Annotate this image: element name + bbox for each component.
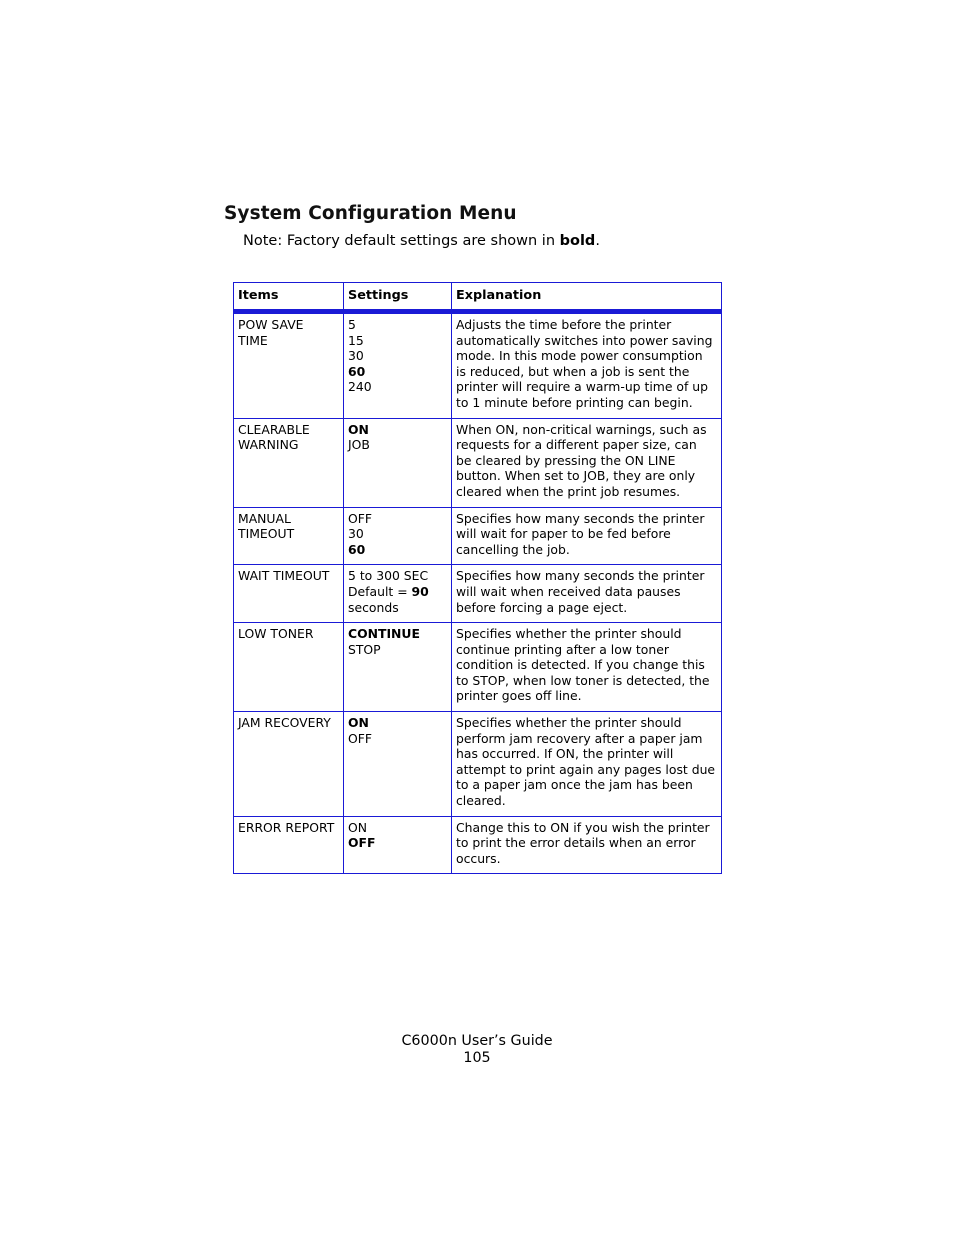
item-label-line: CLEARABLE <box>238 421 310 437</box>
setting-option <box>348 348 447 364</box>
explanation-line: be cleared by pressing the ON LINE <box>456 452 676 468</box>
explanation-line: Specifies whether the printer should <box>456 715 682 731</box>
table-row <box>234 312 722 419</box>
setting-value: 30 <box>348 526 364 542</box>
setting-option <box>348 511 447 527</box>
table-row <box>234 565 722 623</box>
footer-guide-title: C6000n User’s Guide <box>401 1033 553 1049</box>
item-cell <box>234 712 344 817</box>
note-bold-word: bold <box>559 233 596 249</box>
explanation-line: Change this to ON if you wish the printer <box>456 819 710 835</box>
setting-value: 15 <box>348 332 364 348</box>
explanation-line: mode. In this mode power consumption <box>456 348 703 364</box>
explanation-line: printer will require a warm-up time of up <box>456 379 709 395</box>
setting-option <box>348 626 447 642</box>
setting-value: OFF <box>348 730 373 746</box>
item-cell <box>234 507 344 565</box>
settings-cell <box>344 565 452 623</box>
explanation-line: button. When set to JOB, they are only <box>456 468 696 484</box>
page-title: System Configuration Menu <box>224 203 517 224</box>
table-row <box>234 507 722 565</box>
item-cell <box>234 565 344 623</box>
setting-option <box>348 642 447 658</box>
setting-default-value: 60 <box>348 363 366 379</box>
explanation-line: cancelling the job. <box>456 541 570 557</box>
explanation-line: cleared. <box>456 793 506 809</box>
note-prefix: Note: Factory default settings are shown in <box>243 233 560 249</box>
explanation-line: condition is detected. If you change this <box>456 657 705 673</box>
header-settings: Settings <box>344 283 452 312</box>
note-suffix: . <box>595 233 600 249</box>
setting-option <box>348 600 447 616</box>
explanation-cell <box>452 507 722 565</box>
setting-option <box>348 526 447 542</box>
setting-value: 240 <box>348 379 372 395</box>
table-row <box>234 418 722 507</box>
setting-default-value: OFF <box>348 835 376 851</box>
setting-value: OFF <box>348 510 373 526</box>
explanation-line: Specifies how many seconds the printer <box>456 568 705 584</box>
setting-default-value: 60 <box>348 541 366 557</box>
item-label-line: MANUAL <box>238 510 291 526</box>
explanation-line: will wait when received data pauses <box>456 583 681 599</box>
explanation-cell <box>452 418 722 507</box>
explanation-line: attempt to print again any pages lost due <box>456 761 716 777</box>
setting-value: STOP <box>348 641 381 657</box>
setting-option <box>348 584 447 600</box>
item-cell <box>234 816 344 874</box>
setting-option <box>348 379 447 395</box>
setting-option <box>348 317 447 333</box>
item-label-line: TIME <box>238 332 268 348</box>
setting-value: seconds <box>348 599 399 615</box>
header-items: Items <box>234 283 344 312</box>
setting-default-value: ON <box>348 715 369 731</box>
explanation-line: to 1 minute before printing can begin. <box>456 394 693 410</box>
explanation-line: cleared when the print job resumes. <box>456 483 681 499</box>
explanation-line: requests for a different paper size, can <box>456 437 697 453</box>
explanation-cell <box>452 312 722 419</box>
item-label-line: WARNING <box>238 437 299 453</box>
setting-option <box>348 715 447 731</box>
item-label-line: WAIT TIMEOUT <box>238 568 330 584</box>
table-row <box>234 712 722 817</box>
setting-option <box>348 364 447 380</box>
table-row <box>234 816 722 874</box>
config-table <box>233 282 722 874</box>
item-label-line: JAM RECOVERY <box>238 715 331 731</box>
explanation-line: Adjusts the time before the printer <box>456 317 672 332</box>
explanation-line: to a paper jam once the jam has been <box>456 777 693 793</box>
item-cell <box>234 418 344 507</box>
explanation-line: to STOP, when low toner is detected, the <box>456 672 710 688</box>
explanation-line: printer goes off line. <box>456 688 582 704</box>
setting-option <box>348 731 447 747</box>
setting-value: 5 <box>348 317 356 332</box>
explanation-line: When ON, non-critical warnings, such as <box>456 421 707 437</box>
setting-value: Default = <box>348 583 412 599</box>
setting-option <box>348 437 447 453</box>
item-label-line: ERROR REPORT <box>238 819 335 835</box>
setting-option <box>348 835 447 851</box>
setting-option <box>348 422 447 438</box>
explanation-line: Specifies whether the printer should <box>456 626 682 642</box>
setting-value: JOB <box>348 437 370 453</box>
explanation-cell <box>452 712 722 817</box>
table-row <box>234 623 722 712</box>
settings-cell <box>344 623 452 712</box>
setting-option <box>348 568 447 584</box>
explanation-line: occurs. <box>456 850 501 866</box>
setting-default-value: 90 <box>411 583 429 599</box>
settings-cell <box>344 816 452 874</box>
settings-cell <box>344 312 452 419</box>
table-header-row <box>234 283 722 312</box>
item-label-line: LOW TONER <box>238 626 314 642</box>
setting-option <box>348 820 447 836</box>
explanation-cell <box>452 565 722 623</box>
setting-value: 5 to 300 SEC <box>348 568 429 584</box>
settings-cell <box>344 418 452 507</box>
item-label-line: TIMEOUT <box>238 526 295 542</box>
setting-option <box>348 333 447 349</box>
settings-cell <box>344 712 452 817</box>
setting-default-value: CONTINUE <box>348 626 420 642</box>
explanation-line: to print the error details when an error <box>456 835 696 851</box>
explanation-line: will wait for paper to be fed before <box>456 526 671 542</box>
setting-option <box>348 542 447 558</box>
explanation-cell <box>452 623 722 712</box>
setting-default-value: ON <box>348 421 369 437</box>
setting-value: ON <box>348 819 368 835</box>
explanation-line: has occurred. If ON, the printer will <box>456 746 674 762</box>
explanation-line: before forcing a page eject. <box>456 599 628 615</box>
table-body <box>234 312 722 874</box>
header-explanation: Explanation <box>452 283 722 312</box>
explanation-line: continue printing after a low toner <box>456 641 669 657</box>
explanation-cell <box>452 816 722 874</box>
item-cell <box>234 312 344 419</box>
footer-page-number: 105 <box>463 1050 491 1066</box>
note <box>243 233 600 249</box>
item-label-line: POW SAVE <box>238 317 304 332</box>
settings-cell <box>344 507 452 565</box>
setting-value: 30 <box>348 348 364 364</box>
explanation-line: Specifies how many seconds the printer <box>456 510 705 526</box>
explanation-line: perform jam recovery after a paper jam <box>456 730 703 746</box>
explanation-line: automatically switches into power saving <box>456 332 713 348</box>
item-cell <box>234 623 344 712</box>
explanation-line: is reduced, but when a job is sent the <box>456 363 690 379</box>
